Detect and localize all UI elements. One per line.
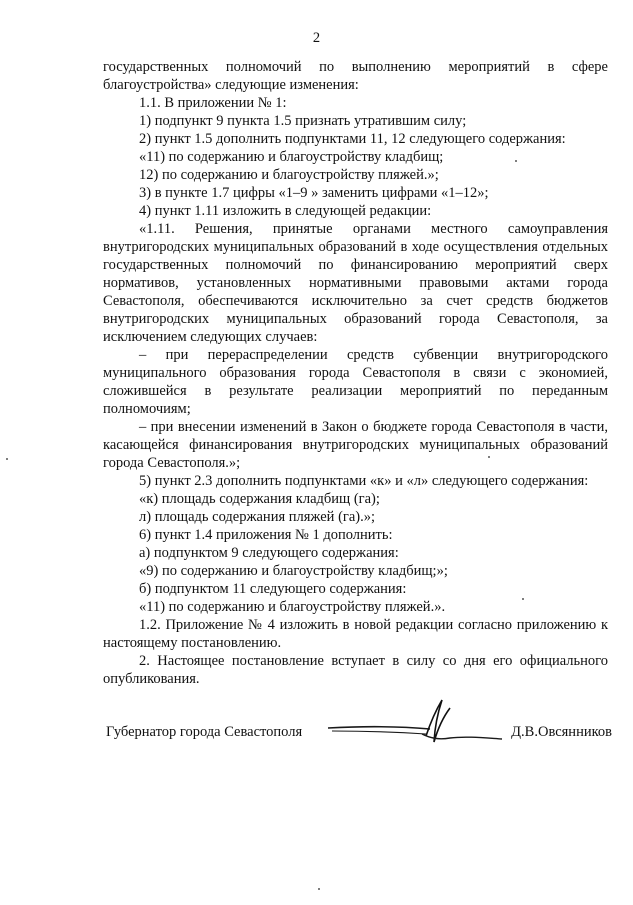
- paragraph-item: 4) пункт 1.11 изложить в следующей редакции:: [139, 203, 432, 219]
- paragraph-dash-item: – при перераспределении средств субвенции внутригородского муниципального образования города Севастополя в связи с экономией, сложившейся в результате реализации мероприятий по переданным полномочиям;: [103, 347, 608, 417]
- paragraph-dash-item: – при внесении изменений в Закон о бюджете города Севастополя в части, касающейся финансирования внутригородских муниципальных образований города Севастополя.»;: [103, 419, 608, 471]
- scan-speck: [318, 888, 320, 890]
- paragraph-item: 3) в пункте 1.7 цифры «1–9 » заменить цифрами «1–12»;: [139, 185, 489, 201]
- paragraph-item: 1.2. Приложение № 4 изложить в новой редакции согласно приложению к настоящему постановлению.: [103, 617, 608, 651]
- paragraph-item: «9) по содержанию и благоустройству кладбищ;»;: [139, 563, 448, 579]
- paragraph-item: 6) пункт 1.4 приложения № 1 дополнить:: [139, 527, 393, 543]
- handwritten-signature-icon: [326, 698, 516, 750]
- document-body: [103, 58, 608, 688]
- paragraph-item: л) площадь содержания пляжей (га).»;: [139, 509, 376, 525]
- paragraph-intro: государственных полномочий по выполнению мероприятий в сфере благоустройства» следующие изменения:: [103, 59, 608, 93]
- signature-block: [106, 706, 612, 766]
- paragraph-item: «11) по содержанию и благоустройству кладбищ;: [139, 149, 444, 165]
- paragraph-item: б) подпунктом 11 следующего содержания:: [139, 581, 407, 597]
- paragraph-item: «11) по содержанию и благоустройству пляжей.».: [139, 599, 446, 615]
- paragraph-clause-1-11: «1.11. Решения, принятые органами местного самоуправления внутригородских муниципальных образований в ходе осуществления отдельных государственных полномочий по финансированию мероприятий сверх нормативов, установленных нормативными правовыми актами города Севастополя, обеспечиваются исключительно за счет средств бюджетов внутригородских муниципальных образований города Севастополя, за исключением следующих случаев:: [103, 221, 608, 345]
- paragraph-item: 5) пункт 2.3 дополнить подпунктами «к» и «л» следующего содержания:: [139, 473, 589, 489]
- paragraph-item: «к) площадь содержания кладбищ (га);: [139, 491, 380, 507]
- page-number: 2: [312, 30, 321, 46]
- paragraph-item: 2. Настоящее постановление вступает в силу со дня его официального опубликования.: [103, 653, 608, 687]
- paragraph-item: 1.1. В приложении № 1:: [139, 95, 287, 111]
- signatory-name: Д.В.Овсянников: [511, 724, 612, 740]
- paragraph-item: 2) пункт 1.5 дополнить подпунктами 11, 12 следующего содержания:: [139, 131, 566, 147]
- scan-speck: [6, 458, 8, 460]
- scan-speck: [515, 160, 517, 162]
- scan-speck: [488, 456, 490, 458]
- paragraph-item: а) подпунктом 9 следующего содержания:: [139, 545, 399, 561]
- paragraph-item: 12) по содержанию и благоустройству пляжей.»;: [139, 167, 439, 183]
- paragraph-item: 1) подпункт 9 пункта 1.5 признать утратившим силу;: [139, 113, 467, 129]
- scan-speck: [522, 598, 524, 600]
- signatory-title: Губернатор города Севастополя: [106, 724, 303, 740]
